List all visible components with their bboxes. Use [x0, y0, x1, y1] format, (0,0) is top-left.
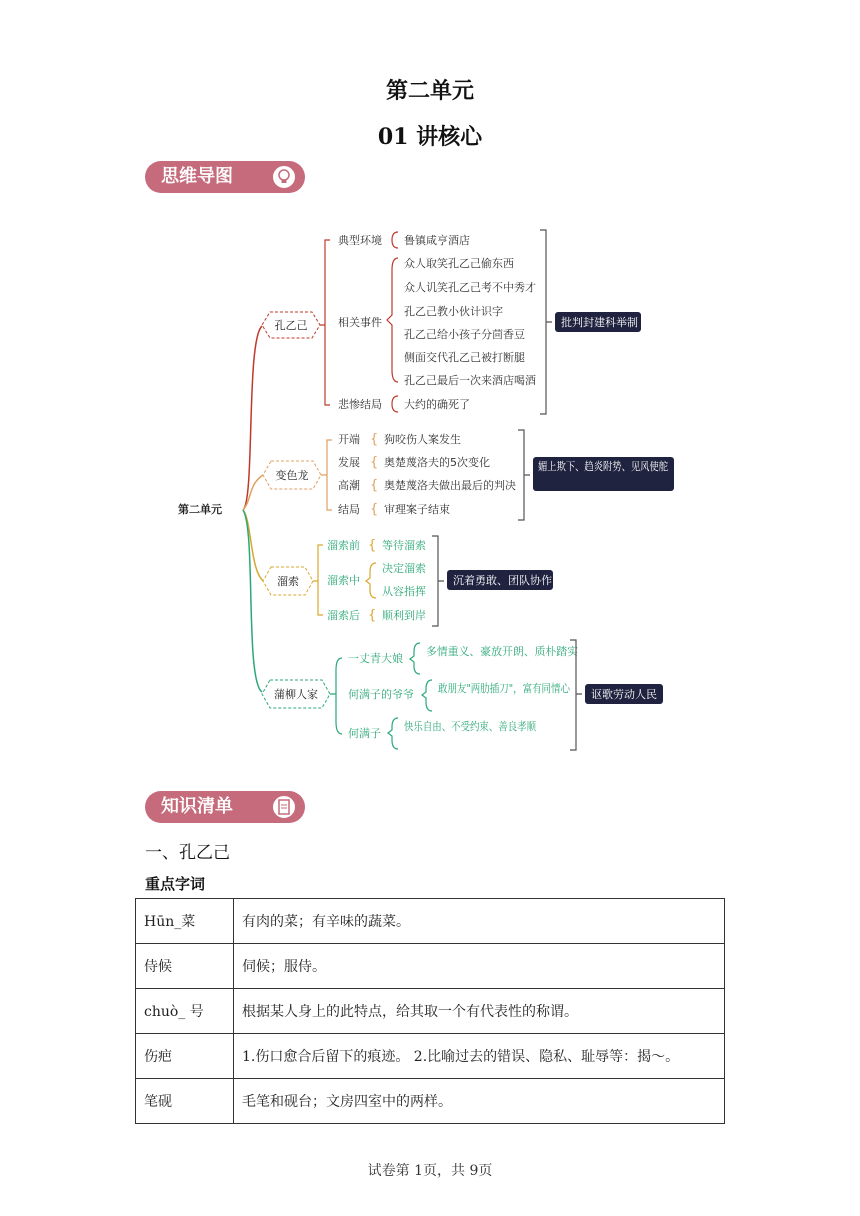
item-text: 多情重义、豪放开朗、质朴踏实 — [426, 645, 580, 658]
item-text: 奥楚蔑洛夫的5次变化 — [384, 456, 490, 469]
item-text: 顺利到岸 — [382, 609, 426, 622]
svg-text:{: { — [368, 538, 377, 553]
branch-connector-4 — [243, 510, 262, 692]
sub-label: 结局 — [338, 503, 360, 516]
sub-label: 溜索中 — [327, 574, 360, 587]
sub-label: 溜索前 — [327, 539, 360, 552]
item-text: 狗咬伤人案发生 — [384, 433, 461, 446]
sub-label: 悲惨结局 — [338, 398, 382, 411]
sub-label: 一丈青大娘 — [348, 652, 403, 665]
vocab-table — [135, 898, 725, 1124]
item-text: 等待溜索 — [382, 539, 426, 552]
summary-text: 批判封建科举制 — [561, 316, 638, 329]
vocab-term: 侍候 — [136, 944, 234, 989]
sub-label: 何满子 — [348, 727, 381, 740]
sub-label: 溜索后 — [327, 609, 360, 622]
branch-title-1: 孔乙己 — [274, 319, 308, 332]
vocab-definition: 1.伤口愈合后留下的痕迹。 2.比喻过去的错误、隐私、耻辱等：揭～。 — [234, 1034, 725, 1079]
branch-bianselong — [263, 430, 692, 520]
sub-label: 相关事件 — [338, 316, 382, 329]
vocab-definition: 伺候；服侍。 — [234, 944, 725, 989]
sub-label: 高潮 — [338, 479, 360, 492]
sub-label: 发展 — [338, 456, 360, 469]
summary-text: 讴歌劳动人民 — [591, 688, 657, 701]
table-row — [136, 899, 725, 944]
sub-label: 何满子的爷爷 — [348, 688, 414, 701]
item-text: 孔乙己最后一次来酒店喝酒 — [404, 374, 536, 387]
mindmap-root: 第二单元 — [178, 503, 222, 516]
item-text: 侧面交代孔乙己被打断腿 — [404, 351, 525, 364]
table-row — [136, 1034, 725, 1079]
item-text: 众人讥笑孔乙己考不中秀才 — [404, 281, 536, 294]
mindmap-banner — [145, 161, 305, 193]
svg-text:{: { — [370, 502, 379, 517]
branch-connector-2 — [243, 475, 263, 510]
summary-text: 媚上欺下、趋炎附势、见风使舵 — [538, 460, 692, 473]
svg-text:{: { — [370, 455, 379, 470]
knowledge-banner-label: 知识清单 — [161, 796, 233, 817]
summary-text: 沉着勇敢、团队协作 — [453, 574, 552, 587]
mindmap-banner-label: 思维导图 — [161, 166, 233, 187]
branch-title-2: 变色龙 — [275, 469, 309, 482]
branch-connector-1 — [243, 326, 262, 510]
lightbulb-icon — [271, 164, 297, 190]
vocab-term: Hūn_菜 — [136, 899, 234, 944]
section-subheading: 重点字词 — [145, 875, 206, 893]
unit-title: 第二单元 — [385, 78, 474, 104]
item-text: 从容指挥 — [382, 585, 426, 598]
item-text: 鲁镇咸亨酒店 — [404, 234, 470, 247]
item-text: 奥楚蔑洛夫做出最后的判决 — [384, 479, 516, 492]
page-footer: 试卷第 1页，共 9页 — [367, 1163, 493, 1179]
branch-kongyiji — [262, 230, 641, 414]
branch-puliurenjia — [262, 640, 663, 750]
item-text: 审理案子结束 — [384, 503, 450, 516]
branch-liusuo — [263, 536, 553, 626]
item-text: 孔乙己给小孩子分茴香豆 — [404, 328, 525, 341]
sub-label: 开端 — [338, 433, 360, 446]
knowledge-banner — [145, 791, 305, 823]
svg-text:{: { — [370, 478, 379, 493]
table-row — [136, 944, 725, 989]
vocab-definition: 根据某人身上的此特点，给其取一个有代表性的称谓。 — [234, 989, 725, 1034]
svg-text:{: { — [368, 608, 377, 623]
table-row — [136, 989, 725, 1034]
document-icon — [271, 794, 297, 820]
vocab-term: chuò_ 号 — [136, 989, 234, 1034]
vocab-definition: 毛笔和砚台；文房四室中的两样。 — [234, 1079, 725, 1124]
item-text: 众人取笑孔乙己偷东西 — [404, 257, 514, 270]
item-text: 大约的确死了 — [404, 398, 470, 411]
svg-text:{: { — [370, 432, 379, 447]
vocab-term: 笔砚 — [136, 1079, 234, 1124]
mind-map — [0, 200, 860, 780]
item-text: 快乐自由、不受约束、善良孝顺 — [404, 720, 558, 733]
table-row — [136, 1079, 725, 1124]
item-text: 决定溜索 — [382, 562, 426, 575]
vocab-term: 伤疤 — [136, 1034, 234, 1079]
branch-title-3: 溜索 — [277, 575, 299, 588]
sub-label: 典型环境 — [338, 234, 382, 247]
section-heading: 一、孔乙己 — [145, 843, 230, 863]
branch-title-4: 蒲柳人家 — [274, 688, 318, 701]
vocab-definition: 有肉的菜；有辛味的蔬菜。 — [234, 899, 725, 944]
lesson-title: 01 讲核心 — [377, 124, 483, 150]
item-text: 敢朋友"两肋插刀"，富有同情心 — [438, 682, 592, 695]
item-text: 孔乙己教小伙计识字 — [404, 305, 503, 318]
